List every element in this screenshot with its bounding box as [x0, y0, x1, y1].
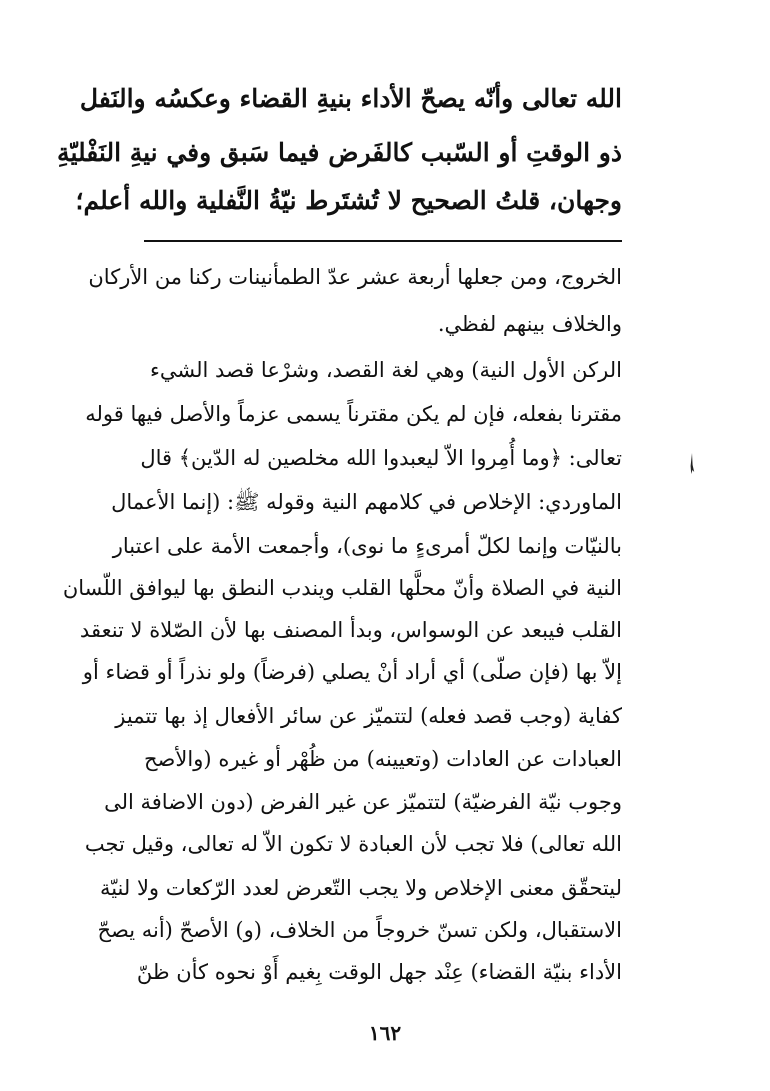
upper-text-line-2: ذو الوقتِ أو السّبب كالفَرض فيما سَبق وفي نيةِ النَفْليّةِ — [57, 138, 622, 167]
section-divider — [144, 240, 622, 242]
page-number: ١٦٢ — [368, 1021, 402, 1045]
commentary-line-8: النية في الصلاة وأنّ محلَّها القلب ويندب النطق بها ليوافق اللّسان — [62, 576, 622, 600]
commentary-line-15: ليتحقّق معنى الإخلاص ولا يجب التّعرض لعدد الرّكعات ولا لنيّة — [99, 876, 622, 900]
commentary-line-10: إلاّ بها (فإن صلّى) أي أراد أنْ يصلي (فرضاً) ولو نذراً أو قضاء أو — [82, 660, 622, 684]
commentary-line-7: بالنيّات وإنما لكلّ أمرىءٍ ما نوى)، وأجمعت الأمة على اعتبار — [112, 534, 622, 558]
commentary-line-16: الاستقبال، ولكن تسنّ خروجاً من الخلاف، (و) الأصحّ (أنه يصحّ — [97, 918, 622, 942]
stray-ink-mark — [689, 452, 695, 476]
upper-text-line-3: وجهان، قلتُ الصحيح لا تُشتَرط نيّةُ النَّفلية والله أعلم؛ — [75, 186, 622, 215]
commentary-line-12: العبادات عن العادات (وتعيينه) من ظُهْر أو غيره (والأصح — [144, 747, 622, 771]
commentary-line-11: كفاية (وجب قصد فعله) لتتميّز عن سائر الأفعال إذ بها تتميز — [115, 704, 622, 728]
commentary-line-4: مقترنا بفعله، فإن لم يكن مقترناً يسمى عزماً والأصل فيها قوله — [85, 402, 622, 426]
commentary-line-9: القلب فيبعد عن الوسواس، وبدأ المصنف بها لأن الصّلاة لا تنعقد — [79, 618, 622, 642]
commentary-line-14: الله تعالى) فلا تجب لأن العبادة لا تكون الاّ له تعالى، وقيل تجب — [84, 832, 622, 856]
commentary-line-3: الركن الأول النية) وهي لغة القصد، وشرْعا قصد الشيء — [149, 358, 622, 382]
commentary-line-6: الماوردي: الإخلاص في كلامهم النية وقوله ﷺ: (إنما الأعمال — [111, 490, 622, 514]
commentary-line-5: تعالى: ﴿وما أُمِروا الاّ ليعبدوا الله مخلصين له الدّين﴾ قال — [140, 446, 622, 470]
commentary-line-2: والخلاف بينهم لفظي. — [437, 312, 622, 336]
commentary-line-1: الخروج، ومن جعلها أربعة عشر عدّ الطمأنينات ركنا من الأركان — [88, 265, 622, 289]
commentary-line-13: وجوب نيّة الفرضيّة) لتتميّز عن غير الفرض (دون الاضافة الى — [104, 790, 622, 814]
commentary-line-17: الأداء بنيّة القضاء) عِنْد جهل الوقت بِغيم أَوْ نحوه كأن ظنّ — [136, 960, 622, 984]
upper-text-line-1: الله تعالى وأنّه يصحّ الأداء بنيةِ القضاء وعكسُه والنَفل — [79, 84, 622, 113]
